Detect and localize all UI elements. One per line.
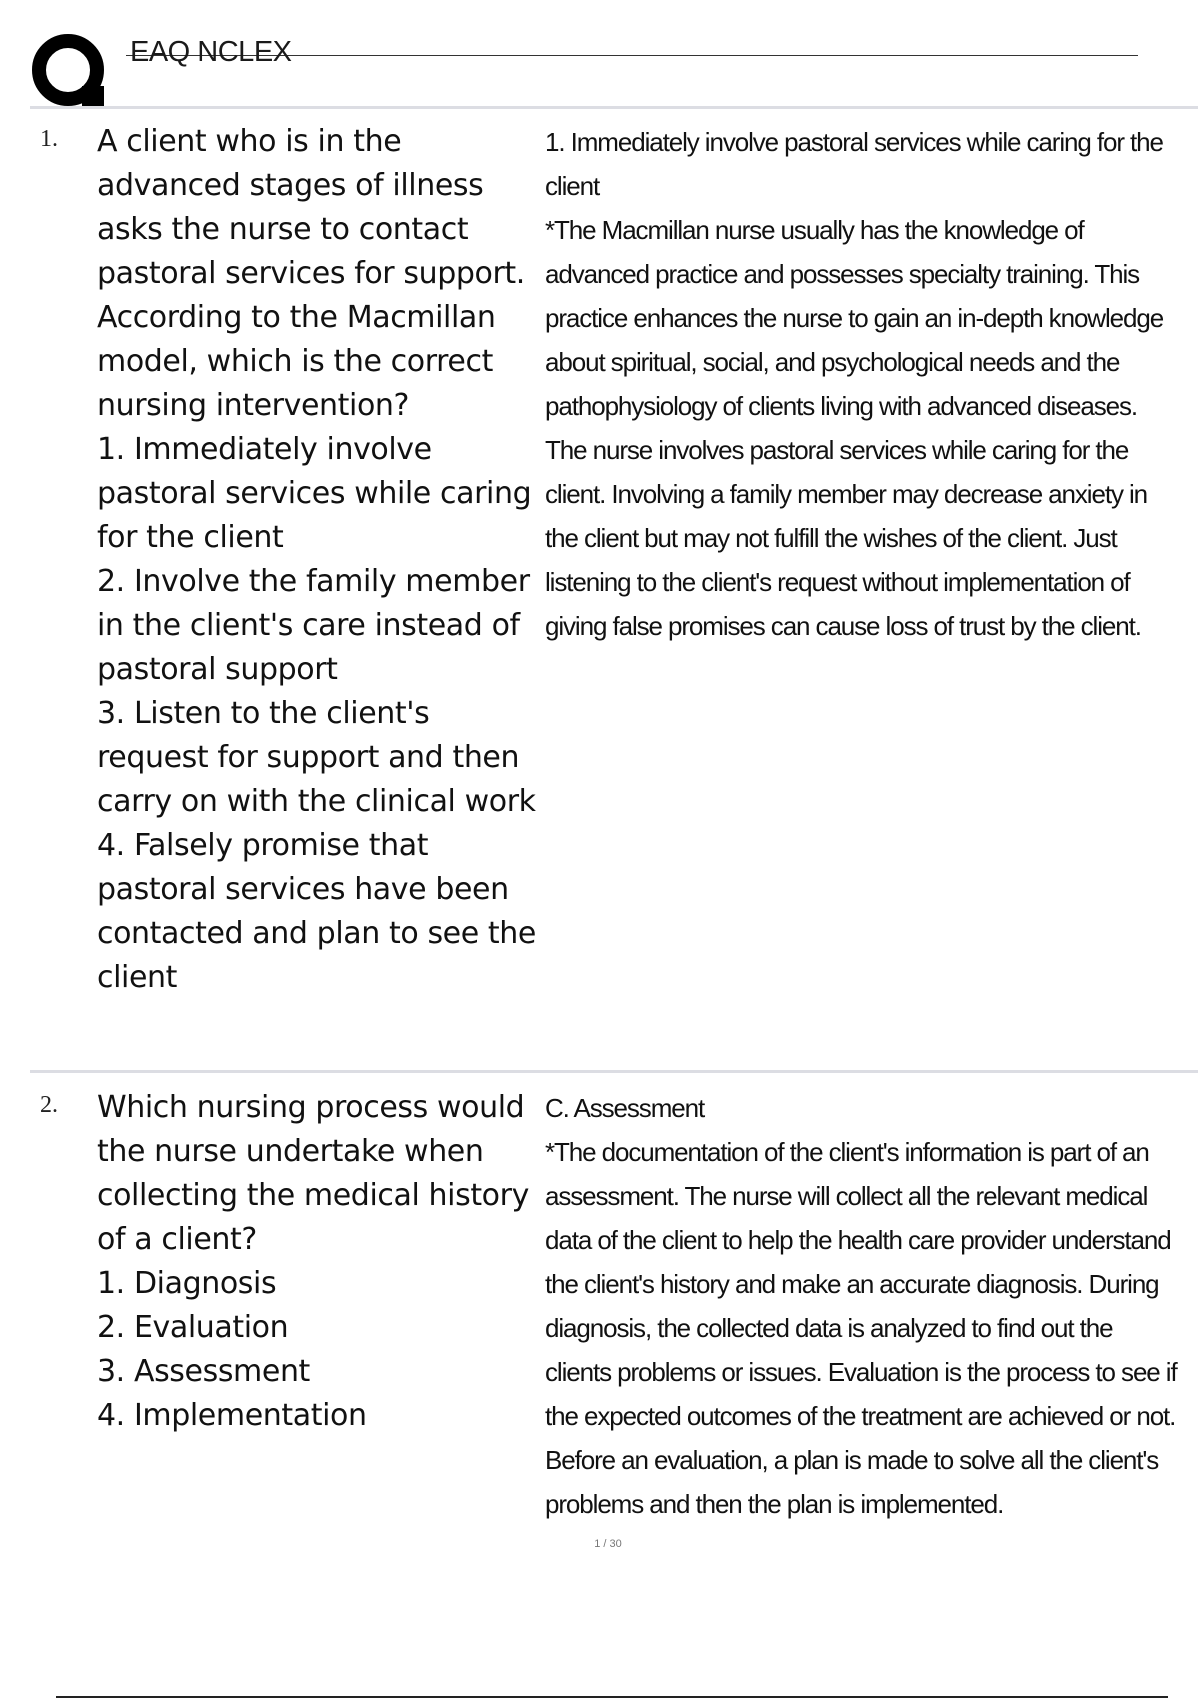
option-3: 3. Assessment (97, 1354, 310, 1389)
page-header (30, 30, 1140, 110)
option-2: 2. Involve the family member in the client's care instead of pastoral support (97, 564, 530, 687)
option-2: 2. Evaluation (97, 1310, 289, 1345)
rationale-text: *The documentation of the client's information is part of an assessment. The nurse will collect all the relevant medical data of the client to help the health care provider understand the client's history and make an accurate diagnosis. During diagnosis, the collected data is analyzed to find out the clients problems or issues. Evaluation is the process to see if the expected outcomes of the treatment are achieved or not. Before an evaluation, a plan is made to solve all the client's problems and then the plan is implemented. (545, 1137, 1177, 1519)
section-divider (30, 1070, 1198, 1073)
page-number: 1 / 30 (594, 1538, 622, 1550)
option-4: 4. Implementation (97, 1398, 367, 1433)
question-prompt: A client who is in the advanced stages of illness asks the nurse to contact pastoral services for support. According to the Macmillan model, which is the correct nursing intervention? (97, 124, 525, 423)
option-1: 1. Diagnosis (97, 1266, 277, 1301)
question-number: 1. (40, 126, 58, 152)
answer-block (545, 1086, 1183, 1526)
section-divider (30, 106, 1198, 109)
footer-divider (56, 1696, 1168, 1698)
question-prompt: Which nursing process would the nurse undertake when collecting the medical history of a client? (97, 1090, 529, 1257)
rationale-text: *The Macmillan nurse usually has the knowledge of advanced practice and possesses specialty training. This practice enhances the nurse to gain an in-depth knowledge about spiritual, social, and psychological needs and the pathophysiology of clients living with advanced diseases. The nurse involves pastoral services while caring for the client. Involving a family member may decrease anxiety in the client but may not fulfill the wishes of the client. Just listening to the client's request without implementation of giving false promises can cause loss of trust by the client. (545, 215, 1164, 641)
answer-block (545, 120, 1183, 648)
option-3: 3. Listen to the client's request for support and then carry on with the clinical work (97, 696, 536, 819)
quizlet-logo-icon (30, 34, 110, 110)
option-1: 1. Immediately involve pastoral services while caring for the client (97, 432, 532, 555)
option-4: 4. Falsely promise that pastoral services have been contacted and plan to see the client (97, 828, 536, 995)
question-number: 2. (40, 1092, 58, 1118)
question-text-block (97, 1086, 537, 1438)
correct-answer: 1. Immediately involve pastoral services while caring for the client (545, 127, 1163, 201)
correct-answer: C. Assessment (545, 1093, 705, 1123)
question-text-block (97, 120, 537, 1000)
document-title: EAQ NCLEX (130, 36, 292, 68)
